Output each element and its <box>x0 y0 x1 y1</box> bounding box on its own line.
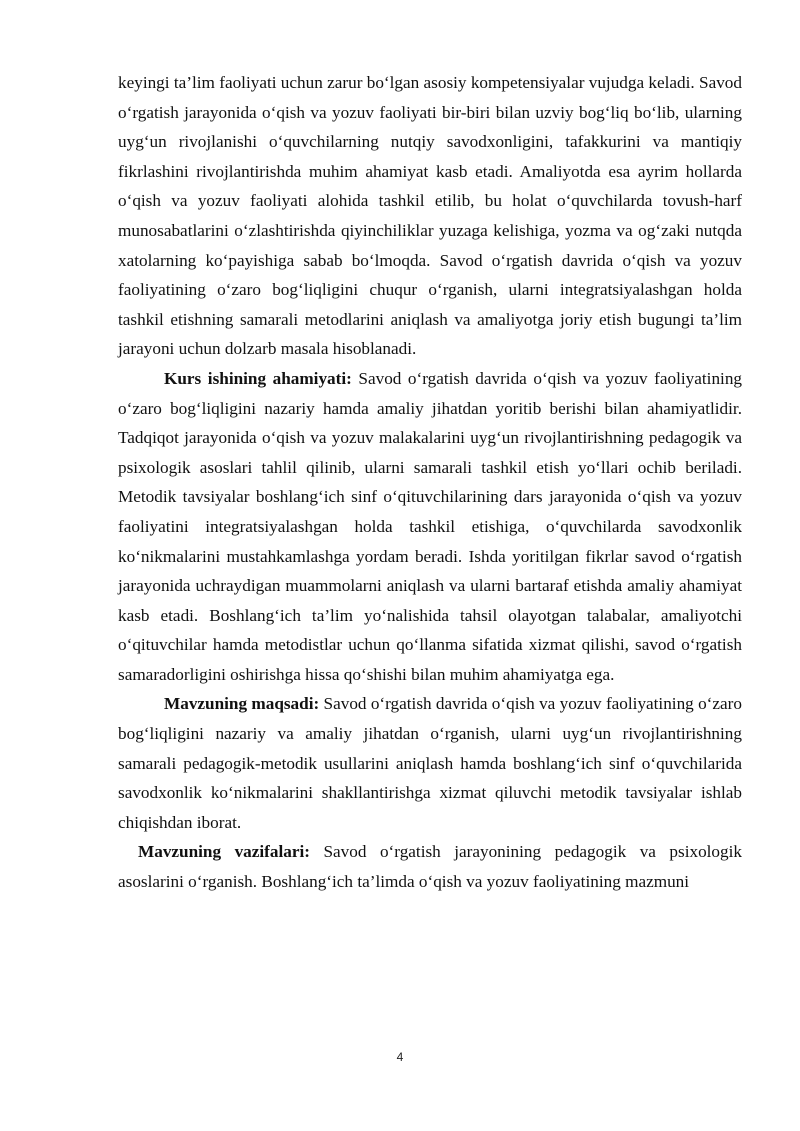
course-significance-heading: Kurs ishining ahamiyati: <box>164 368 352 388</box>
paragraph-course-significance <box>118 364 742 690</box>
paragraph-topic-tasks <box>118 837 742 896</box>
topic-tasks-text: Savod o‘rgatish jarayonining pedagogik va psixologik asoslarini o‘rganish. Boshlang‘ich ta’limda o‘qish va yozuv faoliyatining mazmuni <box>118 842 742 892</box>
paragraph-topic-goal <box>118 689 742 837</box>
paragraph-introduction-continuation: keyingi ta’lim faoliyati uchun zarur bo‘lgan asosiy kompetensiyalar vujudga keladi. Savod o‘rgatish jarayonida o‘qish va yozuv faoliyati bir-biri bilan uzviy bog‘liq bo‘lib, ularning uyg‘un rivojlanishi o‘quvchilarning nutqiy savodxonligini, tafakkurini va mantiqiy fikrlashini rivojlantirishda muhim ahamiyat kasb etadi. Amaliyotda esa ayrim hollarda o‘qish va yozuv faoliyati alohida tashkil etilib, bu holat o‘quvchilarda tovush-harf munosabatlarini o‘zlashtirishda qiyinchiliklar yuzaga kelishiga, yozma va og‘zaki nutqda xatolarning ko‘payishiga sabab bo‘lmoqda. Savod o‘rgatish davrida o‘qish va yozuv faoliyatining o‘zaro bog‘liqligini chuqur o‘rganish, ularni integratsiyalashgan holda tashkil etishning samarali metodlarini aniqlash va amaliyotga joriy etish bugungi ta’lim jarayoni uchun dolzarb masala hisoblanadi. <box>118 73 742 359</box>
topic-goal-text: Savod o‘rgatish davrida o‘qish va yozuv faoliyatining o‘zaro bog‘liqligini nazariy va amaliy jihatdan o‘rganish, ularni uyg‘un rivojlantirishning samarali pedagogik-metodik usullarini aniqlash hamda boshlang‘ich sinf o‘quvchilarida savodxonlik ko‘nikmalarini shakllantirishga xizmat qiluvchi metodik tavsiyalar ishlab chiqishdan iborat. <box>118 694 742 832</box>
page-number: 4 <box>396 1050 404 1064</box>
topic-goal-heading: Mavzuning maqsadi: <box>164 694 320 714</box>
document-page <box>118 68 742 897</box>
course-significance-text: Savod o‘rgatish davrida o‘qish va yozuv faoliyatining o‘zaro bog‘liqligini nazariy hamda amaliy jihatdan yoritib berishi bilan ahamiyatlidir. Tadqiqot jarayonida o‘qish va yozuv malakalarini uyg‘un rivojlantirishning pedagogik va psixologik asoslari tahlil qilinib, ularni samarali tashkil etish yo‘llari ochib beriladi. Metodik tavsiyalar boshlang‘ich sinf o‘qituvchilarining dars jarayonida o‘qish va yozuv faoliyatini integratsiyalashgan holda tashkil etishiga, o‘quvchilarda savodxonlik ko‘nikmalarini mustahkamlashga yordam beradi. Ishda yoritilgan fikrlar savod o‘rgatish jarayonida uchraydigan muammolarni aniqlash va ularni bartaraf etishda amaliy ahamiyat kasb etadi. Boshlang‘ich ta’lim yo‘nalishida tahsil olayotgan talabalar, amaliyotchi o‘qituvchilar hamda metodistlar uchun qo‘llanma sifatida xizmat qilishi, savod o‘rgatish samaradorligini oshirishga hissa qo‘shishi bilan muhim ahamiyatga ega. <box>118 368 743 684</box>
topic-tasks-heading: Mavzuning vazifalari: <box>138 842 310 862</box>
